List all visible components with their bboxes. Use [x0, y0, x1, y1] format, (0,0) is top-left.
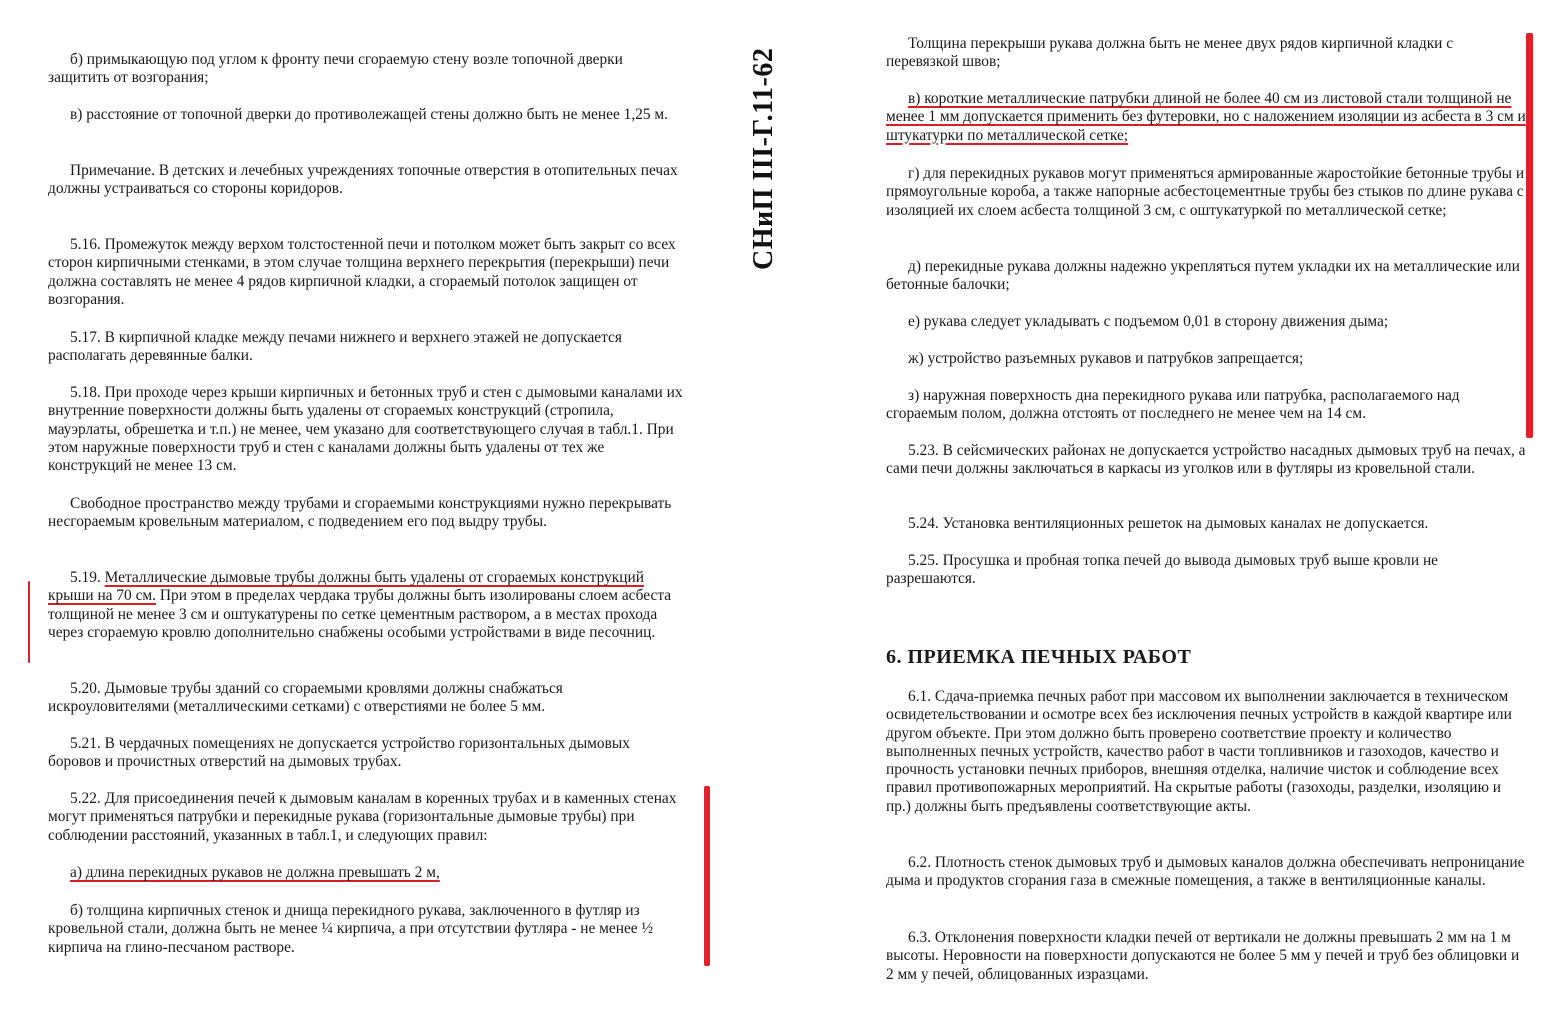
paragraph-text: 5.18. При проходе через крыши кирпичных и бетонных труб и стен с дымовыми каналами их внутренние поверхности должны быть удалены от сгораемых конструкций (стропила, мауэрлаты, обрешетка и т.п.) не менее, чем указано для соответствующего случая в табл.1. При этом наружные поверхности труб и стен с каналами должны быть удалены от тех же конструкций не менее 13 см.	[48, 384, 683, 475]
margin-mark-5-19	[28, 581, 30, 663]
paragraph-text: Свободное пространство между трубами и сгораемыми конструкциями нужно перекрывать несгораемым кровельным материалом, с подведением его под выдру трубы.	[48, 495, 672, 531]
paragraph-5-23	[886, 442, 1526, 479]
highlighted-text: в) короткие металлические патрубки длиной не более 40 см из листовой стали толщиной не менее 1 мм допускается применить без футеровки, но с наложением изоляции из асбеста в 3 см и штукатурки по металлической сетке;	[886, 90, 1526, 144]
right-page	[836, 0, 1556, 1021]
paragraph-text: в) расстояние от топочной дверки до противолежащей стены должно быть не менее 1,25 м.	[70, 106, 669, 123]
paragraph-5-25	[886, 552, 1526, 589]
paragraph-text: 6.2. Плотность стенок дымовых труб и дымовых каналов должна обеспечивать непроницание дыма и продуктов сгорания газа в смежные помещения, а также в вентиляционные каналы.	[886, 854, 1525, 890]
left-page	[0, 0, 720, 1021]
paragraph-5-21	[48, 735, 684, 772]
margin-mark-5-22	[704, 786, 710, 966]
paragraph-text: При этом в пределах чердака трубы должны быть изолированы слоем асбеста толщиной не менее 3 см и оштукатурены по сетке цементным раствором, а в местах прохода через сгораемую кровлю дополнительно снабжены особыми устройствами в виде песочниц.	[48, 587, 672, 641]
paragraph-text: 6.3. Отклонения поверхности кладки печей от вертикали не должны превышать 2 мм на 1 м высоты. Неровности на поверхности допускаются не более 5 мм у печей и труб без облицовки и 2 мм у печей, облицованных изразцами.	[886, 929, 1520, 983]
highlighted-text: Металлические дымовые трубы должны быть удалены от сгораемых конструкций крыши на 70 см.	[48, 569, 644, 605]
paragraph-text: 5.21. В чердачных помещениях не допускается устройство горизонтальных дымовых боровов и прочистных отверстий на дымовых трубах.	[48, 735, 630, 771]
paragraph-note	[48, 162, 684, 199]
paragraph-v-short-pipes	[886, 90, 1526, 145]
paragraph-text: д) перекидные рукава должны надежно укрепляться путем укладки их на металлические или бетонные балочки;	[886, 258, 1520, 294]
paragraph-overlap-thickness	[886, 35, 1526, 72]
paragraph-v-distance	[48, 106, 684, 124]
paragraph-zh-detachable	[886, 350, 1526, 368]
paragraph-e-slope	[886, 313, 1526, 331]
paragraph-text: г) для перекидных рукавов могут применяться армированные жаростойкие бетонные трубы и прямоугольные короба, а также напорные асбестоцементные трубы без стыков по длине рукава с изоляцией их слоем асбеста толщиной 3 см, с оштукатуркой по металлической сетке;	[886, 165, 1525, 219]
paragraph-text: б) толщина кирпичных стенок и днища перекидного рукава, заключенного в футляр из кровельной стали, должна быть не менее ¼ кирпича, а при отсутствии футляра - не менее ½ кирпича на глино-песчаном растворе.	[48, 902, 653, 956]
document-code-vertical	[740, 47, 780, 310]
paragraph-text: Примечание. В детских и лечебных учреждениях топочные отверстия в отопительных печах должны устраиваться со стороны коридоров.	[48, 162, 678, 198]
highlighted-text: а) длина перекидных рукавов не должна превышать 2 м,	[70, 864, 440, 881]
paragraph-5-16	[48, 236, 684, 309]
paragraph-text: Толщина перекрыши рукава должна быть не менее двух рядов кирпичной кладки с перевязкой швов;	[886, 35, 1454, 71]
paragraph-5-24	[886, 515, 1526, 533]
paragraph-text: 5.20. Дымовые трубы зданий со сгораемыми кровлями должны снабжаться искроуловителями (металлическими сетками) с отверстиями не более 5 мм.	[48, 680, 563, 716]
paragraph-text: 5.23. В сейсмических районах не допускается устройство насадных дымовых труб на печах, а сами печи должны заключаться в каркасы из уголков или в футляры из кровельной стали.	[886, 442, 1526, 478]
paragraph-5-20	[48, 680, 684, 717]
paragraph-text: ж) устройство разъемных рукавов и патрубков запрещается;	[908, 350, 1304, 367]
paragraph-text: 5.25. Просушка и пробная топка печей до вывода дымовых труб выше кровли не разрешаются.	[886, 552, 1439, 588]
section-heading-6: 6. ПРИЕМКА ПЕЧНЫХ РАБОТ	[886, 646, 1192, 668]
paragraph-6-2	[886, 854, 1526, 891]
paragraph-b-adjacent-wall	[48, 51, 684, 88]
paragraph-z-bottom-surface	[886, 387, 1526, 424]
paragraph-d-fastening	[886, 258, 1526, 295]
paragraph-text: 5.17. В кирпичной кладке между печами нижнего и верхнего этажей не допускается располагать деревянные балки.	[48, 329, 622, 365]
paragraph-5-19	[48, 569, 684, 642]
paragraph-6-1	[886, 688, 1526, 816]
paragraph-6-3	[886, 929, 1526, 984]
paragraph-g-sleeves	[886, 165, 1526, 220]
document-code-text: СНиП III-Г.11-62	[748, 47, 779, 270]
paragraph-5-22	[48, 790, 684, 845]
paragraph-text: е) рукава следует укладывать с подъемом 0,01 в сторону движения дыма;	[908, 313, 1389, 330]
paragraph-5-22-a	[48, 864, 684, 882]
paragraph-5-18-free-space	[48, 495, 684, 532]
paragraph-text: 6.1. Сдача-приемка печных работ при массовом их выполнении заключается в техническом освидетельствовании и осмотре всех без исключения печных устройств в каждой квартире или другом объекте. При этом должно быть проверено соответствие проекту и количество выполненных печных устройств, качество работ в части топливников и газоходов, качество и прочность установки печных приборов, внешняя отделка, наличие чисток и соблюдение всех правил противопожарных мероприятий. На скрытые работы (газоходы, разделки, изоляцию и пр.) должны быть предъявлены соответствующие акты.	[886, 688, 1512, 815]
margin-mark-right	[1526, 33, 1533, 438]
paragraph-number: 5.19.	[70, 569, 101, 586]
paragraph-text: 5.24. Установка вентиляционных решеток на дымовых каналах не допускается.	[908, 515, 1429, 532]
paragraph-text: 5.16. Промежуток между верхом толстостенной печи и потолком может быть закрыт со всех сторон кирпичными стенками, в этом случае толщина верхнего перекрытия (перекрыши) печи должна составлять не менее 4 рядов кирпичной кладки, а сгораемый потолок защищен от возгорания.	[48, 236, 676, 308]
paragraph-5-22-b	[48, 902, 684, 957]
paragraph-5-17	[48, 329, 684, 366]
paragraph-5-18	[48, 384, 684, 475]
paragraph-text: 5.22. Для присоединения печей к дымовым каналам в коренных трубах и в каменных стенах могут применяться патрубки и перекидные рукава (горизонтальные дымовые трубы) при соблюдении расстояний, указанных в табл.1, и следующих правил:	[48, 790, 677, 844]
paragraph-text: б) примыкающую под углом к фронту печи сгораемую стену возле топочной дверки защитить от возгорания;	[48, 51, 623, 87]
paragraph-text: з) наружная поверхность дна перекидного рукава или патрубка, располагаемого над сгораемым полом, должна отстоять от последнего не менее чем на 14 см.	[886, 387, 1460, 423]
